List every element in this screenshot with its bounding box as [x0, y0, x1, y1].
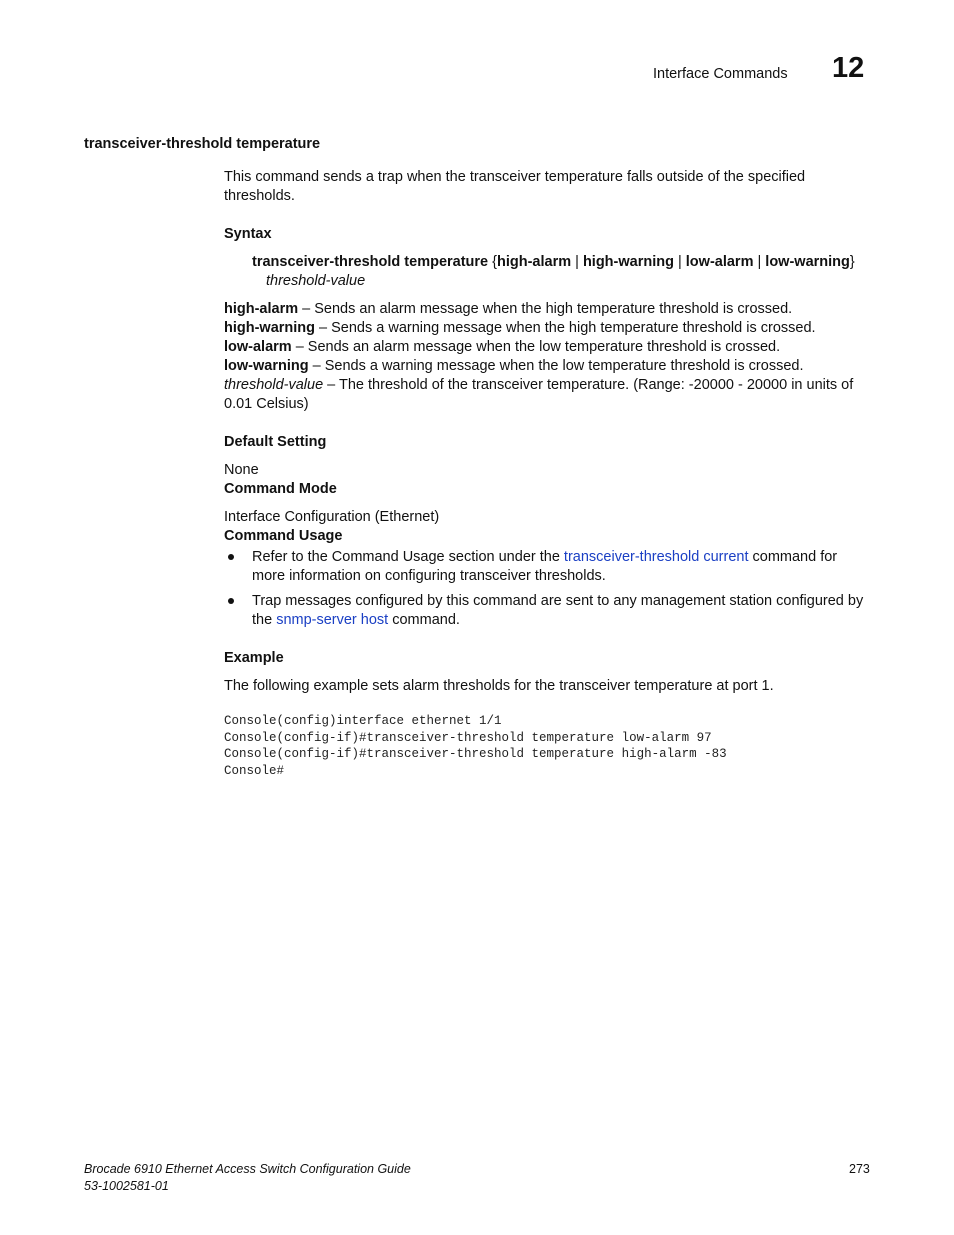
param-name: high-warning: [224, 320, 316, 336]
param-high-alarm: [224, 300, 870, 319]
command-description: This command sends a trap when the transceiver temperature falls outside of the specified thresholds.: [224, 169, 806, 204]
param-low-warning: [224, 357, 870, 376]
footer-guide-info: [84, 1161, 411, 1195]
command-mode-heading: Command Mode: [224, 481, 337, 497]
command-usage-list: [224, 548, 870, 630]
param-text: – Sends a warning message when the low temperature threshold is crossed.: [308, 358, 804, 374]
default-setting-heading: Default Setting: [224, 434, 327, 450]
syntax-heading: Syntax: [224, 226, 272, 242]
syntax-opt-low-warning: low-warning: [765, 254, 850, 270]
bullet-text: command for more information on configuring transceiver thresholds.: [252, 549, 838, 584]
syntax-opt-high-warning: high-warning: [582, 254, 674, 270]
bullet-text: command.: [388, 612, 460, 628]
syntax-brace-open: {: [488, 254, 497, 270]
bullet-text: Trap messages configured by this command are sent to any management station configured by the: [252, 593, 864, 628]
param-name: low-alarm: [224, 339, 292, 355]
command-body: [224, 168, 870, 779]
link-transceiver-threshold-current[interactable]: transceiver-threshold current: [563, 549, 749, 565]
footer-page-number: 273: [849, 1162, 870, 1176]
running-header-section: Interface Commands: [653, 66, 788, 82]
footer-doc-number: 53-1002581-01: [84, 1179, 169, 1193]
syntax-line: [252, 253, 870, 291]
param-text: – The threshold of the transceiver temperature. (Range: -20000 - 20000 in units of 0.01 Celsius): [224, 377, 854, 412]
command-usage-heading: Command Usage: [224, 528, 343, 544]
command-title: transceiver-threshold temperature: [84, 136, 321, 152]
link-snmp-server-host[interactable]: snmp-server host: [276, 612, 389, 628]
command-mode-value: Interface Configuration (Ethernet): [224, 509, 440, 525]
param-low-alarm: [224, 338, 870, 357]
param-name: high-alarm: [224, 301, 299, 317]
syntax-argument: threshold-value: [266, 273, 366, 289]
param-text: – Sends an alarm message when the low temperature threshold is crossed.: [291, 339, 781, 355]
example-heading: Example: [224, 650, 284, 666]
param-text: – Sends a warning message when the high temperature threshold is crossed.: [315, 320, 816, 336]
syntax-sep: |: [673, 254, 686, 270]
syntax-opt-high-alarm: high-alarm: [496, 254, 572, 270]
default-setting-value: None: [224, 462, 259, 478]
param-name: threshold-value: [224, 377, 324, 393]
syntax-brace-close: }: [849, 254, 855, 270]
list-item: [224, 592, 870, 630]
list-item: [224, 548, 870, 586]
syntax-sep: |: [753, 254, 766, 270]
example-code-block: Console(config)interface ethernet 1/1 Console(config-if)#transceiver-threshold temperature low-alarm 97 Console(config-if)#transceiver-threshold temperature high-alarm -83 Console#: [224, 714, 727, 778]
syntax-opt-low-alarm: low-alarm: [685, 254, 754, 270]
param-text: – Sends an alarm message when the high temperature threshold is crossed.: [298, 301, 793, 317]
footer-guide-title: Brocade 6910 Ethernet Access Switch Configuration Guide: [84, 1162, 411, 1176]
param-threshold-value: [224, 376, 870, 414]
syntax-command: transceiver-threshold temperature: [252, 254, 489, 270]
param-name: low-warning: [224, 358, 309, 374]
param-high-warning: [224, 319, 870, 338]
example-intro: The following example sets alarm thresholds for the transceiver temperature at port 1.: [224, 678, 774, 694]
bullet-text: Refer to the Command Usage section under the: [252, 549, 564, 565]
syntax-sep: |: [571, 254, 583, 270]
chapter-number: 12: [832, 52, 865, 84]
